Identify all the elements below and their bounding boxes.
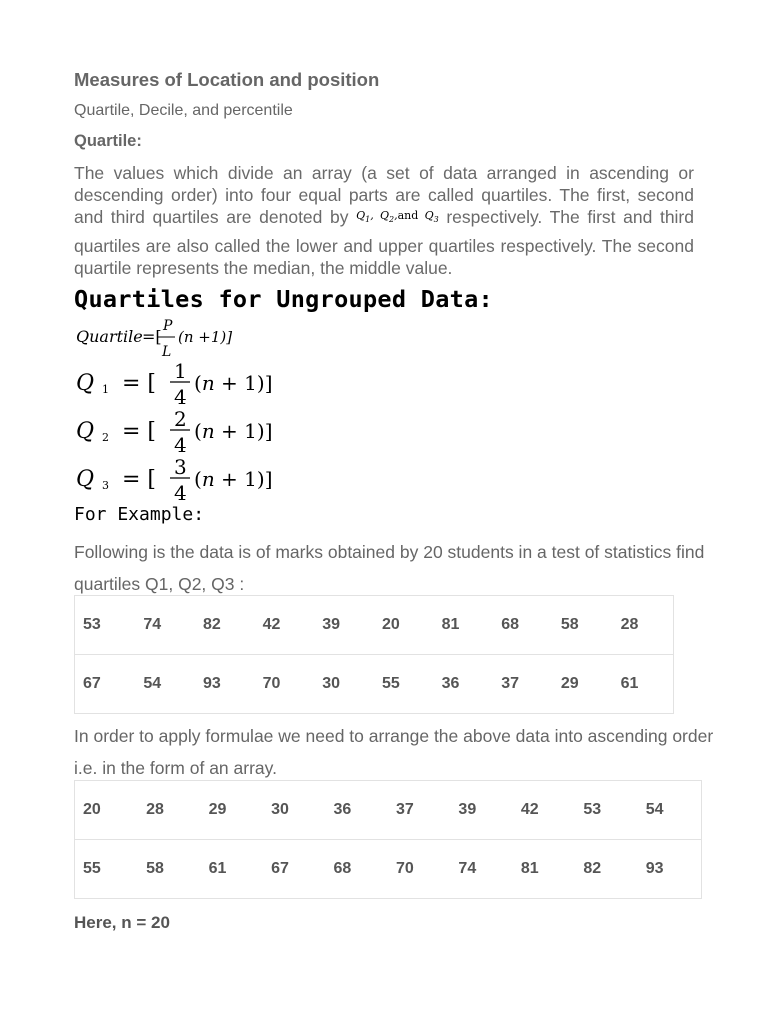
- table-cell: 39: [458, 801, 477, 818]
- section-title: Quartiles for Ungrouped Data:: [74, 285, 493, 313]
- svg-text:(n +1)]: (n +1)]: [178, 328, 233, 346]
- table-cell: 93: [638, 840, 702, 899]
- example-text: Following is the data is of marks obtained by 20 students in a test of statistics find quartiles Q1, Q2, Q3 :: [74, 542, 705, 594]
- quartile-definition: [74, 162, 694, 279]
- table-cell: 74: [450, 840, 512, 899]
- page-title: Measures of Location and position: [74, 69, 380, 90]
- svg-text:3: 3: [102, 479, 109, 492]
- svg-text:4: 4: [174, 481, 187, 504]
- raw-data-table: [74, 595, 674, 714]
- table-cell: 58: [138, 840, 200, 899]
- table-cell: 68: [326, 840, 388, 899]
- table-cell: 58: [560, 616, 579, 633]
- svg-text:4: 4: [174, 385, 187, 408]
- example-label: For Example:: [74, 504, 205, 525]
- svg-text:P: P: [163, 318, 173, 334]
- table-cell: 29: [208, 801, 227, 818]
- general-quartile-formula: [74, 318, 254, 360]
- svg-text:L: L: [162, 344, 172, 360]
- table-cell: 36: [333, 801, 352, 818]
- svg-text:(n + 1)]: (n + 1)]: [194, 371, 273, 395]
- table-cell: 54: [135, 655, 195, 714]
- table-cell: 54: [645, 801, 664, 818]
- table-cell: 81: [513, 840, 575, 899]
- q3-formula: [74, 456, 324, 504]
- table-cell: 36: [434, 655, 494, 714]
- q1-formula: [74, 360, 324, 408]
- table-cell: 39: [322, 616, 341, 633]
- quartile-heading: Quartile:: [74, 132, 142, 150]
- table-cell: 42: [520, 801, 539, 818]
- svg-text:Q: Q: [76, 467, 95, 492]
- table-cell: 68: [501, 616, 520, 633]
- svg-text:Q: Q: [76, 419, 95, 444]
- definition-part1: The values which divide an array (a set of data arranged in ascending or descending order) into four equal parts are called quartiles. The first, second and third quartiles are denoted by: [74, 163, 694, 227]
- table-cell: 70: [388, 840, 450, 899]
- svg-text:Q: Q: [76, 371, 95, 396]
- table-cell: 30: [271, 801, 289, 818]
- table-cell: 82: [202, 616, 221, 633]
- page-subtitle: Quartile, Decile, and percentile: [74, 102, 293, 119]
- svg-text:3: 3: [174, 456, 187, 479]
- table-row: [75, 655, 674, 714]
- table-cell: 37: [493, 655, 553, 714]
- svg-text:= [: = [: [122, 419, 157, 444]
- table-cell: 81: [441, 616, 460, 633]
- table-cell: 29: [553, 655, 613, 714]
- svg-text:2: 2: [102, 431, 109, 444]
- table-cell: 30: [314, 655, 374, 714]
- table-cell: 67: [75, 655, 136, 714]
- arrange-text: In order to apply formulae we need to arrange the above data into ascending order i.e. in the form of an array.: [74, 726, 714, 778]
- svg-text:= [: = [: [122, 371, 157, 396]
- svg-text:(n + 1)]: (n + 1)]: [194, 467, 273, 491]
- table-cell: 20: [381, 616, 400, 633]
- q2-formula: [74, 408, 324, 456]
- table-cell: 53: [583, 801, 602, 818]
- table-cell: 93: [195, 655, 255, 714]
- table-cell: 55: [75, 840, 139, 899]
- table-cell: 28: [146, 801, 164, 818]
- table-cell: 67: [263, 840, 325, 899]
- svg-text:2: 2: [174, 408, 187, 431]
- table-cell: 28: [620, 616, 639, 633]
- table-cell: 61: [201, 840, 263, 899]
- svg-text:= [: = [: [122, 467, 157, 492]
- table-cell: 42: [262, 616, 281, 633]
- table-cell: 61: [613, 655, 674, 714]
- table-cell: 82: [575, 840, 637, 899]
- table-cell: 37: [395, 801, 414, 818]
- svg-text:(n + 1)]: (n + 1)]: [194, 419, 273, 443]
- sorted-data-table: [74, 780, 702, 899]
- table-cell: 74: [143, 616, 162, 633]
- table-cell: 70: [255, 655, 315, 714]
- svg-text:1: 1: [102, 383, 109, 396]
- svg-text:1: 1: [174, 360, 187, 383]
- table-cell: 53: [83, 616, 101, 633]
- table-row: [75, 596, 674, 655]
- table-cell: 55: [374, 655, 434, 714]
- table-row: [75, 840, 702, 899]
- n-statement: Here, n = 20: [74, 913, 170, 932]
- table-row: [75, 781, 702, 840]
- definition-part2: respectively. The first and third quartiles are also called the lower and upper quartiles respectively. The second quartile represents the median, the middle value.: [74, 207, 694, 279]
- svg-text:4: 4: [174, 433, 187, 456]
- table-cell: 20: [83, 801, 101, 818]
- svg-text:=[: =[: [142, 327, 162, 346]
- svg-text:Quartile: Quartile: [76, 327, 143, 346]
- quartile-notation: Q1, Q2,and Q3: [356, 209, 439, 225]
